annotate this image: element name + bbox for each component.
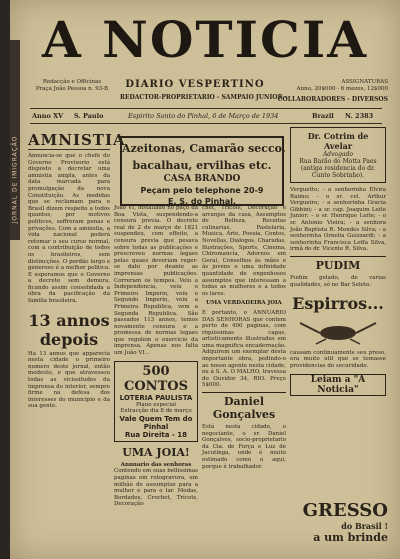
- city-label: S. Paulo: [74, 112, 104, 120]
- spine-label: JORNAL DE IMIGRAÇÃO: [11, 135, 19, 224]
- header-center: [120, 79, 288, 101]
- ad-city: E. S. do Pinhal.: [167, 197, 237, 206]
- annuario-text: chet, Tricots, Decoração e arranjos da casa, Assumptos de Belleza, Receitas culinarias, Pastelaria, Musica, Arte, Poesia, Contos, Novellas, Dialogos, Charadas, Ilustrações, Sports, Cinema, Chiromancia, Adornos em Geral, Conselhos às mães e às jovens e uma infinidade quantidade de engenhosos assumptos que interessam a todas as mulheres e a todos os lares.: [202, 205, 286, 297]
- newspaper-page: [10, 0, 400, 559]
- country-label: Brazil: [312, 112, 334, 120]
- insect-illustration-icon: [290, 317, 386, 345]
- annuario-text-2: E portanto, o ANNUARIO DAS SENHORAS que contem perto de 400 paginas, com riquissimas capas, artisticamente illustradas em uma magnifica encadernação. Adquirem um exemplar desta importante obra, pedindo-o ao nosso agente nesta cidade, ou á S. A. O MALHO, travessa do Ouvidor 34, RIO. Preço 5$000.: [202, 309, 286, 389]
- lottery-sub: LOTERIA PAULISTA: [119, 393, 193, 402]
- social-notes: Verguetto; - a senhorinha Elvira Raimo; - o sr. cel. Arthur Vergueiro; - a senhorinha Gracia Gibbini; - a sr. cap. Joaquim Leite Junior; - o sr. Henrique Leite; - o sr. Antonio Vieira; - a senhora João Baptista R. Mendes Silva; - a senhorinha Ornelia Guizzardi; - a senhorinha Francisca Lotfa Silva, irmã do dr. Vicente R. Silva.: [290, 187, 386, 253]
- daniel-text: Está nesta cidade, o negociante, o sr. Daniel Gonçalves, socio-proprietario da Cia. de Força e Luz de Jacutinga, onde é muito estimado como o aqui, porque é trabalhador.: [202, 424, 286, 470]
- ad-store-name: CASA BRANDO: [163, 174, 241, 184]
- anniversary-text: Ha 13 annos que apparecia nesta cidade o primeiro numero deste jornal, então modesto, e que atravessou todas as vicissitudes da imprensa do interior, sempre firme na defesa dos interesses do municipio e da sua gente.: [28, 350, 110, 410]
- ad-phone: Peçam pelo telephone 20-9: [140, 186, 264, 195]
- amnistia-headline: AMNISTIA: [28, 131, 126, 149]
- amnistia-text: Annuncia-se que o chefe do Governo Provisorio está disposto a decretar uma amnistia ampla, antes da data marcada para promulgação da nova Constituição. As medidas que se reclamam para o Brasil dizem respeito a todos quantos, por motivos politicos, soffreram penas e privações. Com a amnistia, a vida nacional poderá retomar o seu curso normal, com a contribuição de todos os brasileiros, sem distincções. O perdão largo e generoso é a melhor politica. E esperamos que o Governo a decrete sem demora, ficando assim consolidada a obra da pacificação da familia brasileira.: [28, 153, 110, 305]
- column-amnistia: [28, 127, 126, 559]
- lottery-date: Extracção dia 8 de março: [120, 408, 192, 415]
- masthead-title: A NOTICIA: [41, 10, 369, 69]
- volume-year: Anno XV: [32, 112, 64, 120]
- doctor-role: Advogado: [322, 151, 354, 158]
- gresso-headline: GRESSO: [302, 500, 388, 521]
- lottery-title: 500 CONTOS: [124, 363, 188, 394]
- daily-label: DIARIO VESPERTINO: [125, 79, 265, 90]
- header-left-line: Redacção e Officinas: [42, 79, 102, 85]
- joia-headline: UMA JOIA!: [122, 445, 190, 459]
- doctor-ad: [290, 127, 386, 183]
- subscription-prices: Anno, 20$000 - 6 mezes, 12$000: [296, 85, 388, 92]
- pudim-text: Pudim gelado, de varias qualidades, só no Bar Seleto.: [290, 274, 386, 288]
- subscription-label: ASSIGNATURAS: [341, 79, 388, 85]
- lottery-ad: [114, 361, 198, 442]
- doctor-name: Dr. Cotrim de Avelar: [307, 131, 369, 151]
- doctor-address: Rua Barão do Motta Paes (antiga residencia do dr. Cunto Sobrinho).: [299, 158, 377, 179]
- lottery-street: Rua Direita - 18: [125, 430, 187, 439]
- espirros-text: causam continuamente seu preso, era muito util que se tomasse providencias do securidade.: [290, 349, 386, 369]
- brasil-label: do Brasil !: [341, 521, 388, 531]
- collaborators-label: COLLABORADORES - DIVERSOS: [277, 96, 388, 103]
- leiam-banner: Leiam a "A Noticia": [290, 374, 386, 396]
- lottery-ticket: Vale Quem Tem do Pinhal: [119, 414, 193, 431]
- casa-brando-ad: [120, 136, 284, 206]
- joia-text: Contendo em suas bellissimas paginas em rotogravura, um milhão de assumptos para a mulher e para o lar. Modas, Bordados, Crochet, Tricots, Decoração: [114, 468, 198, 508]
- ad-line: bacalhau, ervilhas etc.: [132, 159, 272, 172]
- column-right: [290, 127, 386, 559]
- brinde-label: a um brinde: [313, 531, 388, 544]
- annuario-section: UMA VERDADEIRA JOIA: [206, 300, 282, 307]
- daniel-headline: Daniel Gonçalves: [202, 392, 286, 421]
- dateline: [30, 108, 382, 124]
- header-right: [268, 79, 388, 104]
- issue-number: N. 2383: [345, 112, 374, 120]
- header-left: [32, 79, 112, 92]
- header-left-line: Praça João Pessoa n. 93-B: [35, 85, 109, 92]
- espirros-headline: Espirros...: [292, 294, 384, 314]
- joia-sub: Annuario das senhoras: [120, 461, 192, 468]
- editor-label: REDACTOR-PROPRIETARIO - SAMPAIO JUNIOR -: [120, 94, 288, 101]
- column-censura: [114, 205, 198, 559]
- anniversary-headline: 13 annos depois: [28, 310, 110, 349]
- bottom-ad: [260, 500, 388, 544]
- censura-text: João VI, installado no paço da Boa Vista, suspendendo-a censura previa. O decreto real de 2 de março de 1821 suspendeu, com effeito, a censura previa que pesava sobre todas as publicações e prescreveu normas legaes pelas quaes deveriam reger-se dahi por deante as imprensas publicações. Correram os tempos. Veiu a Independencia, veiu o Primeiro Imperio, veiu o Segundo Imperio, veiu a Primeira Republica, vem a Segunda Republica. São passados 113 annos, temos novamente censura e a promessa de normas legaes que regulem o exercicio da imprensa. Apenas nos falta um João VI...: [114, 205, 198, 357]
- ad-line: Azeitonas, Camarão secco,: [122, 142, 286, 155]
- pudim-headline: PUDIM: [290, 256, 386, 272]
- issue-date: Espirito Santo do Pinhal, 6 de Março de 1934: [128, 112, 279, 120]
- binding-spine: [10, 40, 20, 240]
- lottery-plan: Plano especial: [135, 401, 177, 408]
